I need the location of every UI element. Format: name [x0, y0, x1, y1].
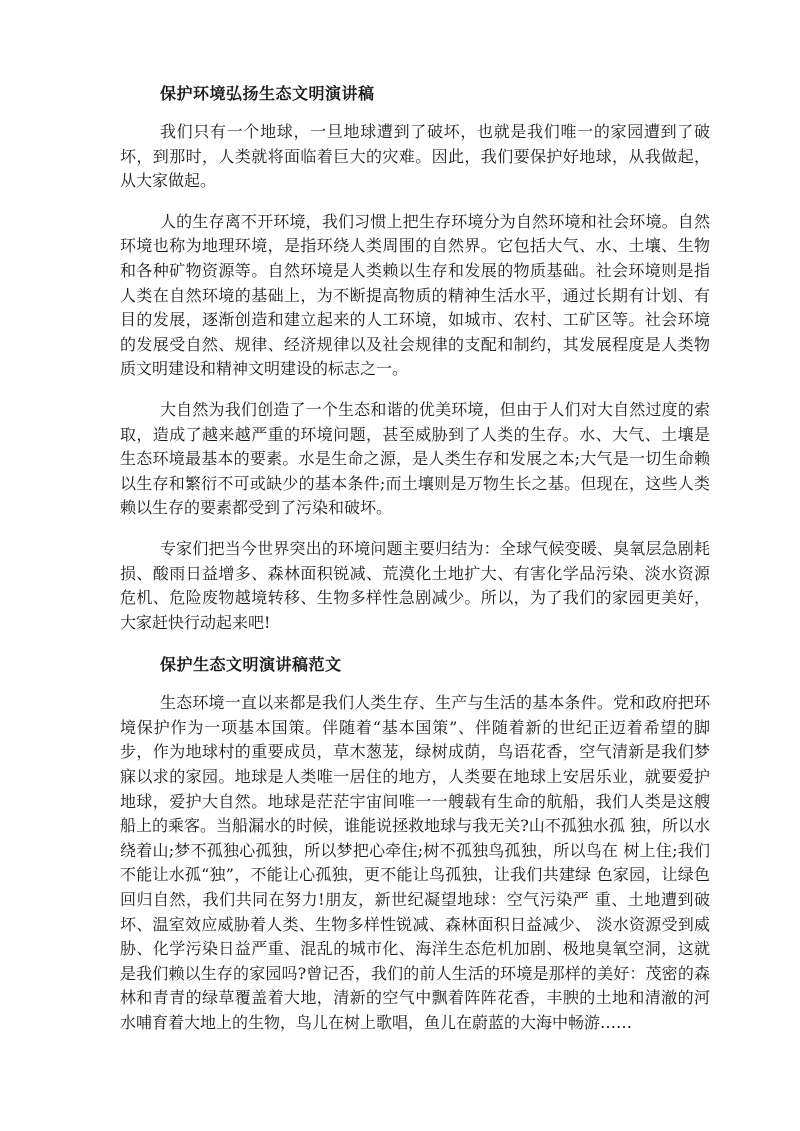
section1-title: 保护环境弘扬生态文明演讲稿 — [160, 84, 375, 103]
section1-paragraph-4: 专家们把当今世界突出的环境问题主要归结为：全球气候变暖、臭氧层急剧耗损、酸雨日益增多、森林面积锐减、荒漠化土地扩大、有害化学品污染、淡水资源危机、危险废物越境转移、生物多样性急剧减少。所以，为了我们的家园更美好，大家赶快行动起来吧! — [120, 538, 710, 632]
section1-paragraph-1: 我们只有一个地球，一旦地球遭到了破坏，也就是我们唯一的家园遭到了破坏，到那时，人类就将面临着巨大的灾难。因此，我们要保护好地球，从我做起，从大家做起。 — [120, 122, 710, 191]
section2-title: 保护生态文明演讲稿范文 — [160, 655, 342, 675]
section1-paragraph-2: 人的生存离不开环境，我们习惯上把生存环境分为自然环境和社会环境。自然环境也称为地理环境，是指环绕人类周围的自然界。它包括大气、水、土壤、生物和各种矿物资源等。自然环境是人类赖以生存和发展的物质基础。社会环境则是指人类在自然环境的基础上，为不断提高物质的精神生活水平，通过长期有计划、有目的发展，逐渐创造和建立起来的人工环境，如城市、农村、工矿区等。社会环境的发展受自然、规律、经济规律以及社会规律的支配和制约，其发展程度是人类物质文明建设和精神文明建设的标志之一。 — [120, 211, 710, 379]
section2-paragraph-1: 生态环境一直以来都是我们人类生存、生产与生活的基本条件。党和政府把环境保护作为一项基本国策。伴随着“基本国策”、伴随着新的世纪正迈着希望的脚步，作为地球村的重要成员，草木葱茏，绿树成荫，鸟语花香，空气清新是我们梦寐以求的家园。地球是人类唯一居住的地方，人类要在地球上安居乐业，就要爱护地球，爱护大自然。地球是茫茫宇宙间唯一一艘载有生命的航船，我们人类是这艘船上的乘客。当船漏水的时候，谁能说拯救地球与我无关?山不孤独水孤 独，所以水绕着山;梦不孤独心孤独，所以梦把心牵住;树不孤独鸟孤独，所以鸟在 树上住;我们不能让水孤“独”，不能让心孤独，更不能让鸟孤独，让我们共建绿 色家园，让绿色回归自然，我们共同在努力!朋友，新世纪凝望地球：空气污染严 重、土地遭到破坏、温室效应威胁着人类、生物多样性锐减、森林面积日益减少、 淡水资源受到威胁、化学污染日益严重、混乱的城市化、海洋生态危机加剧、极地臭氧空洞，这就是我们赖以生存的家园吗?曾记否，我们的前人生活的环境是那样的美好：茂密的森林和青青的绿草覆盖着大地，清新的空气中飘着阵阵花香，丰腴的土地和清澈的河水哺育着大地上的生物，鸟儿在树上歌唱，鱼儿在蔚蓝的大海中畅游…… — [120, 693, 710, 1032]
section1-paragraph-3: 大自然为我们创造了一个生态和谐的优美环境，但由于人们对大自然过度的索取，造成了越来越严重的环境问题，甚至威胁到了人类的生存。水、大气、土壤是生态环境最基本的要素。水是生命之源，是人类生存和发展之本;大气是一切生命赖以生存和繁衍不可或缺少的基本条件;而土壤则是万物生长之基。但现在，这些人类赖以生存的要素都受到了污染和破坏。 — [120, 399, 710, 518]
document-page — [120, 82, 710, 1052]
